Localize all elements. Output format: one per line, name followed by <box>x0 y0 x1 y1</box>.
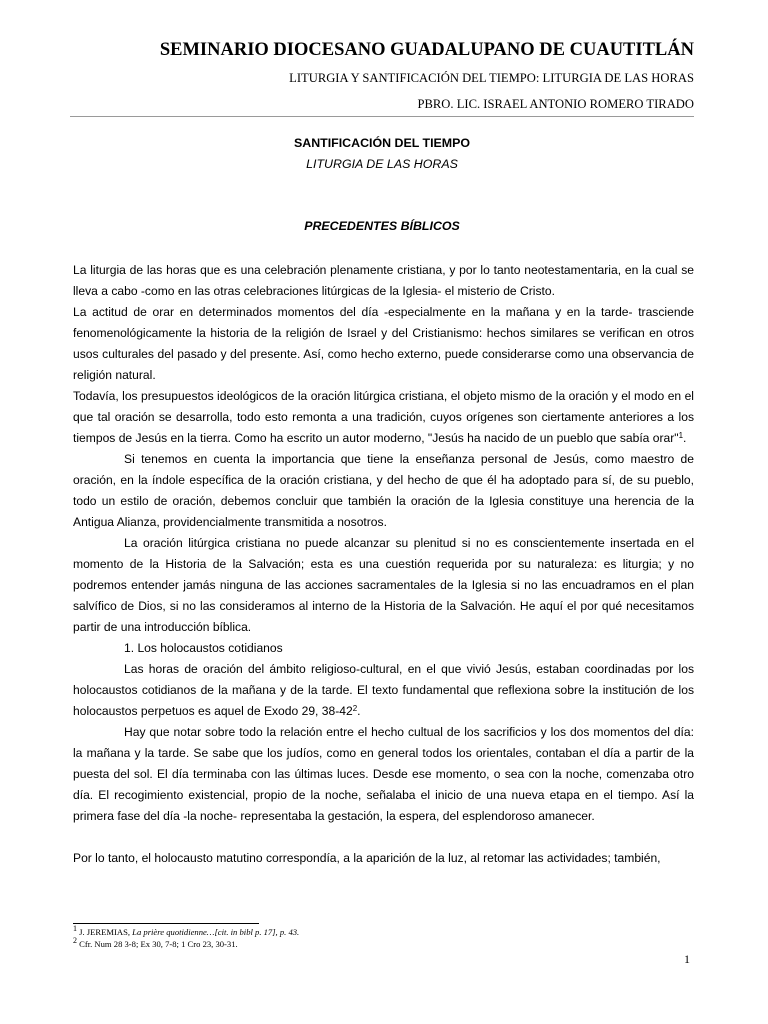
subheading-holocaustos: 1. Los holocaustos cotidianos <box>124 641 283 655</box>
header-divider <box>70 116 694 117</box>
paragraph-6-text: Las horas de oración del ámbito religioso-cultural, en el que vivió Jesús, estaban coordinadas por los holocaustos cotidianos de la mañana y de la tarde. El texto fundamental que reflexiona sobre la institución de los holocaustos perpetuos es aquel de Exodo 29, 38-42 <box>73 662 694 718</box>
body-text <box>73 260 694 869</box>
paragraph-6-end: . <box>357 704 361 718</box>
paragraph-7: Hay que notar sobre todo la relación entre el hecho cultual de los sacrificios y los dos momentos del día: la mañana y la tarde. Se sabe que los judíos, como en general todos los orientales, contaban el día a partir de la puesta del sol. El día terminaba con las últimas luces. Desde ese momento, o sea con la noche, comenzaba otro día. El recogimiento existencial, propio de la noche, señalaba el inicio de una nueva etapa en el tiempo. Así la primera fase del día -la noche- representaba la gestación, la espera, del esplendoroso amanecer. <box>73 725 694 823</box>
footnote-ref-1: 1 <box>678 431 684 440</box>
paragraph-3 <box>73 386 694 449</box>
paragraph-3-text: Todavía, los presupuestos ideológicos de la oración litúrgica cristiana, el objeto mismo de la oración y el modo en el que tal oración se desarrolla, todo esto remonta a una tradición, cuyos orígenes son ciertamente anteriores a los tiempos de Jesús en la tierra. Como ha escrito un autor moderno, "Jesús ha nacido de un pueblo que sabía orar" <box>73 389 694 445</box>
footnote-1-mark: 1 <box>73 924 77 933</box>
document-subtitle: LITURGIA DE LAS HORAS <box>306 157 458 171</box>
paragraph-3-end: . <box>683 431 687 445</box>
paragraph-4: Si tenemos en cuenta la importancia que tiene la enseñanza personal de Jesús, como maestro de oración, en la índole específica de la oración cristiana, y del hecho de que él ha adoptado para sí, de su pueblo, todo un estilo de oración, debemos concluir que también la oración de la Iglesia constituye una herencia de la Antigua Alianza, providencialmente transmitida a nosotros. <box>73 452 694 529</box>
footnote-2 <box>73 936 238 949</box>
footnote-2-text: Cfr. Num 28 3-8; Ex 30, 7-8; 1 Cro 23, 30-31. <box>79 939 238 949</box>
paragraph-2: La actitud de orar en determinados momentos del día -especialmente en la mañana y en la tarde- trasciende fenomenológicamente la historia de la religión de Israel y del Cristianismo: hechos similares se verifican en otros usos culturales del pasado y del presente. Así, como hecho externo, puede considerarse como una observancia de religión natural. <box>73 305 694 382</box>
footnote-1-author: J. JEREMIAS, <box>79 927 131 937</box>
footnote-1 <box>73 924 300 937</box>
footnote-ref-2: 2 <box>352 704 358 713</box>
page-number: 1 <box>684 952 690 966</box>
footnote-2-mark: 2 <box>73 936 77 945</box>
footnote-1-text: La prière quotidienne…[cit. in bibl p. 17], p. 43. <box>132 927 300 937</box>
header-course: LITURGIA Y SANTIFICACIÓN DEL TIEMPO: LITURGIA DE LAS HORAS <box>289 71 694 85</box>
paragraph-6 <box>73 659 694 722</box>
paragraph-1: La liturgia de las horas que es una celebración plenamente cristiana, y por lo tanto neotestamentaria, en la cual se lleva a cabo -como en las otras celebraciones litúrgicas de la Iglesia- el misterio de Cristo. <box>73 263 694 298</box>
document-title: SANTIFICACIÓN DEL TIEMPO <box>294 136 470 150</box>
paragraph-5: La oración litúrgica cristiana no puede alcanzar su plenitud si no es conscientemente insertada en el momento de la Historia de la Salvación; esta es una cuestión requerida por su naturaleza: es liturgia; y no podremos entender jamás ninguna de las acciones sacramentales de la Iglesia si no las encuadramos en el plan salvífico de Dios, si no las consideramos al interno de la Historia de la Salvación. He aquí el por qué necesitamos partir de una introducción bíblica. <box>73 536 694 634</box>
header-title: SEMINARIO DIOCESANO GUADALUPANO DE CUAUTITLÁN <box>159 40 694 60</box>
paragraph-8: Por lo tanto, el holocausto matutino correspondía, a la aparición de la luz, al retomar las actividades; también, <box>73 851 661 865</box>
section-heading: PRECEDENTES BÍBLICOS <box>304 219 460 233</box>
footnote-divider <box>73 923 259 924</box>
header-author: PBRO. LIC. ISRAEL ANTONIO ROMERO TIRADO <box>417 97 694 111</box>
